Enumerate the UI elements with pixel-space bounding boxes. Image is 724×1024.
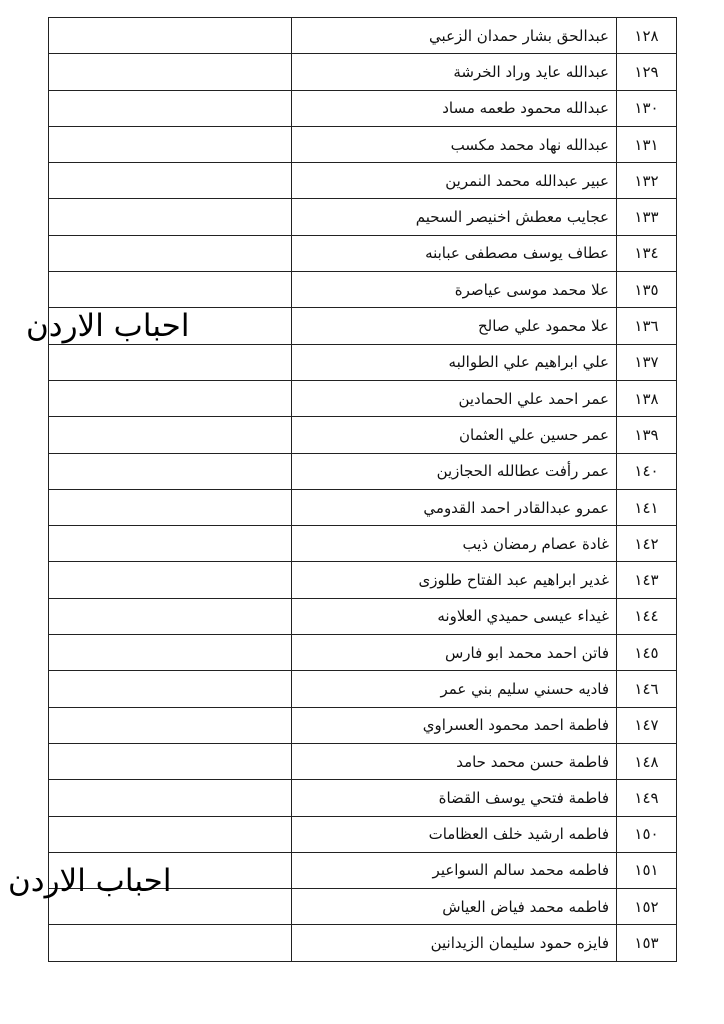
- row-number-cell: ١٣٠: [617, 90, 677, 126]
- name-cell: عبدالحق بشار حمدان الزعبي: [292, 18, 617, 54]
- name-cell: علي ابراهيم علي الطوالبه: [292, 344, 617, 380]
- blank-cell: [49, 816, 292, 852]
- row-number-cell: ١٣٦: [617, 308, 677, 344]
- name-cell: عبدالله محمود طعمه مساد: [292, 90, 617, 126]
- row-number-cell: ١٤٢: [617, 526, 677, 562]
- table-row: [49, 526, 677, 562]
- table-row: [49, 126, 677, 162]
- row-number-cell: ١٣٣: [617, 199, 677, 235]
- row-number-cell: ١٥٣: [617, 925, 677, 961]
- row-number-cell: ١٤٨: [617, 743, 677, 779]
- row-number-cell: ١٤١: [617, 489, 677, 525]
- row-number-cell: ١٥٠: [617, 816, 677, 852]
- table-row: [49, 562, 677, 598]
- blank-cell: [49, 380, 292, 416]
- name-cell: فايزه حمود سليمان الزيدانين: [292, 925, 617, 961]
- table-row: [49, 743, 677, 779]
- row-number-cell: ١٣٨: [617, 380, 677, 416]
- name-cell: غدير ابراهيم عبد الفتاح طلوزى: [292, 562, 617, 598]
- table-row: [49, 780, 677, 816]
- blank-cell: [49, 163, 292, 199]
- table-row: [49, 272, 677, 308]
- watermark-text: احباب الاردن: [26, 308, 190, 344]
- name-cell: فاطمه محمد سالم السواعير: [292, 852, 617, 888]
- table-row: [49, 816, 677, 852]
- row-number-cell: ١٢٨: [617, 18, 677, 54]
- name-cell: غيداء عيسى حميدي العلاونه: [292, 598, 617, 634]
- row-number-cell: ١٣١: [617, 126, 677, 162]
- row-number-cell: ١٤٧: [617, 707, 677, 743]
- row-number-cell: ١٣٧: [617, 344, 677, 380]
- blank-cell: [49, 199, 292, 235]
- name-cell: فاطمة حسن محمد حامد: [292, 743, 617, 779]
- name-cell: عبدالله نهاد محمد مكسب: [292, 126, 617, 162]
- name-cell: غادة عصام رمضان ذيب: [292, 526, 617, 562]
- name-cell: فاديه حسني سليم بني عمر: [292, 671, 617, 707]
- table-row: [49, 489, 677, 525]
- blank-cell: [49, 90, 292, 126]
- blank-cell: [49, 126, 292, 162]
- row-number-cell: ١٤٤: [617, 598, 677, 634]
- name-cell: عمر حسين علي العثمان: [292, 417, 617, 453]
- blank-cell: [49, 489, 292, 525]
- name-cell: عبير عبدالله محمد النمرين: [292, 163, 617, 199]
- blank-cell: [49, 344, 292, 380]
- row-number-cell: ١٥٢: [617, 889, 677, 925]
- name-cell: عمر احمد علي الحمادين: [292, 380, 617, 416]
- row-number-cell: ١٥١: [617, 852, 677, 888]
- table-row: [49, 54, 677, 90]
- table-row: [49, 635, 677, 671]
- name-cell: علا محمد موسى عياصرة: [292, 272, 617, 308]
- blank-cell: [49, 925, 292, 961]
- table-row: [49, 344, 677, 380]
- name-cell: عبدالله عايد وراد الخرشة: [292, 54, 617, 90]
- table-row: [49, 417, 677, 453]
- blank-cell: [49, 235, 292, 271]
- name-cell: فاطمة احمد محمود العسراوي: [292, 707, 617, 743]
- blank-cell: [49, 743, 292, 779]
- name-cell: عمر رأفت عطالله الحجازين: [292, 453, 617, 489]
- name-cell: عمرو عبدالقادر احمد القدومي: [292, 489, 617, 525]
- table-row: [49, 199, 677, 235]
- name-cell: فاطمه محمد فياض العياش: [292, 889, 617, 925]
- table-row: [49, 453, 677, 489]
- table-row: [49, 671, 677, 707]
- blank-cell: [49, 598, 292, 634]
- row-number-cell: ١٣٩: [617, 417, 677, 453]
- table-row: [49, 598, 677, 634]
- blank-cell: [49, 272, 292, 308]
- table-row: [49, 707, 677, 743]
- watermark-text: احباب الاردن: [8, 863, 172, 899]
- blank-cell: [49, 707, 292, 743]
- blank-cell: [49, 562, 292, 598]
- table-row: [49, 18, 677, 54]
- name-cell: علا محمود علي صالح: [292, 308, 617, 344]
- name-cell: عطاف يوسف مصطفى عبابنه: [292, 235, 617, 271]
- blank-cell: [49, 526, 292, 562]
- table-row: [49, 235, 677, 271]
- row-number-cell: ١٤٦: [617, 671, 677, 707]
- blank-cell: [49, 18, 292, 54]
- row-number-cell: ١٣٤: [617, 235, 677, 271]
- table-row: [49, 925, 677, 961]
- name-cell: فاطمة فتحي يوسف القضاة: [292, 780, 617, 816]
- table-row: [49, 163, 677, 199]
- blank-cell: [49, 780, 292, 816]
- blank-cell: [49, 54, 292, 90]
- names-table-body: [49, 18, 677, 962]
- row-number-cell: ١٣٥: [617, 272, 677, 308]
- blank-cell: [49, 453, 292, 489]
- row-number-cell: ١٢٩: [617, 54, 677, 90]
- row-number-cell: ١٤٠: [617, 453, 677, 489]
- blank-cell: [49, 417, 292, 453]
- blank-cell: [49, 671, 292, 707]
- row-number-cell: ١٤٣: [617, 562, 677, 598]
- blank-cell: [49, 635, 292, 671]
- name-cell: فاتن احمد محمد ابو فارس: [292, 635, 617, 671]
- row-number-cell: ١٤٩: [617, 780, 677, 816]
- name-cell: عجايب معطش اخنيصر السحيم: [292, 199, 617, 235]
- name-cell: فاطمه ارشيد خلف العظامات: [292, 816, 617, 852]
- names-table: [48, 17, 677, 962]
- table-row: [49, 90, 677, 126]
- row-number-cell: ١٤٥: [617, 635, 677, 671]
- table-row: [49, 380, 677, 416]
- row-number-cell: ١٣٢: [617, 163, 677, 199]
